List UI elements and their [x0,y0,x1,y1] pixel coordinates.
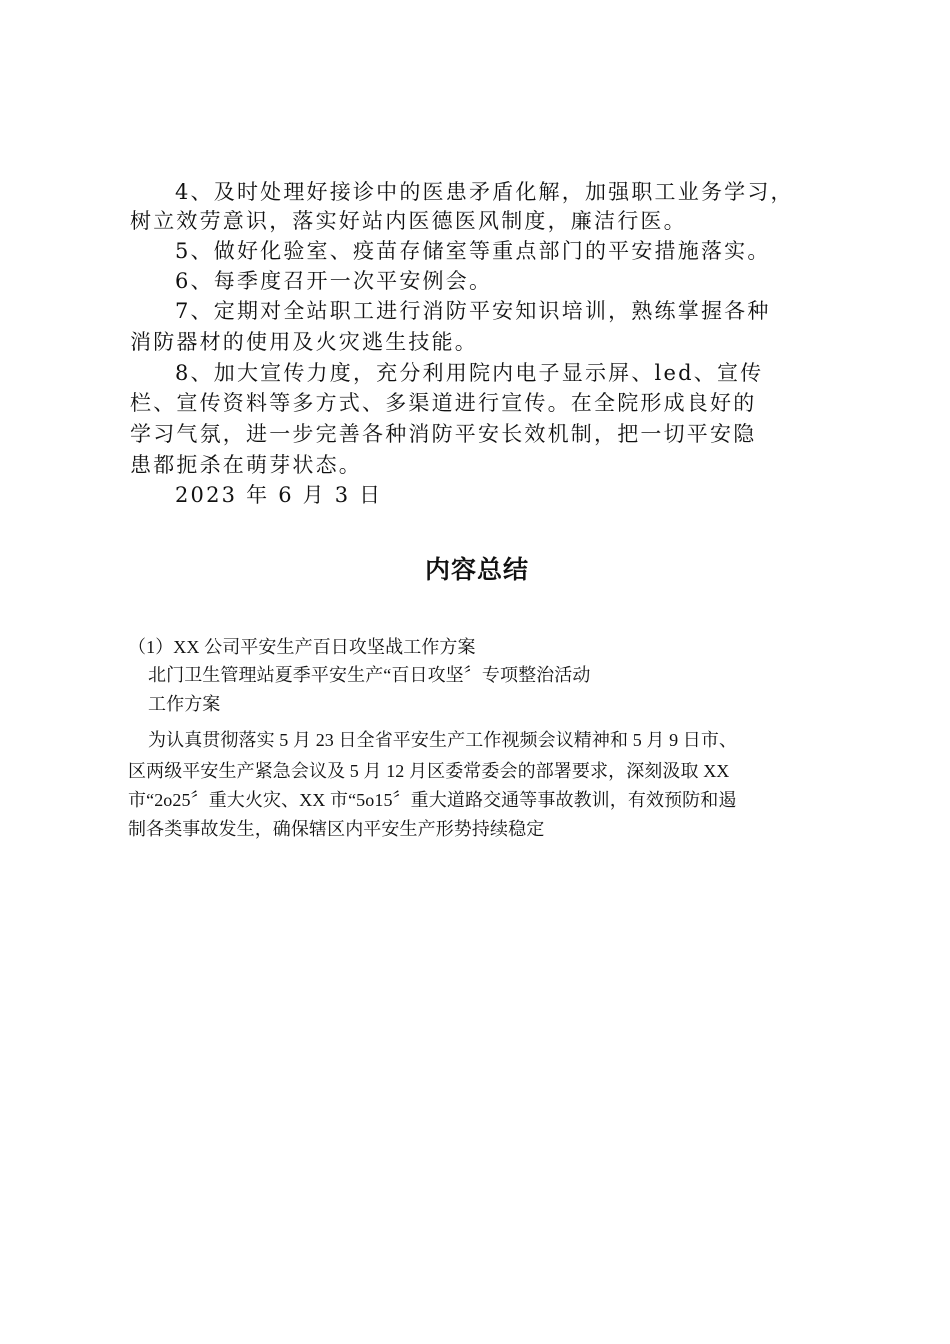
summary-line-4: 为认真贯彻落实 5 月 23 日全省平安生产工作视频会议精神和 5 月 9 日市、 [148,730,738,750]
paragraph-item-6: 6、每季度召开一次平安例会。 [175,269,493,293]
summary-title: 内容总结 [425,555,530,584]
paragraph-item-5: 5、做好化验室、疫苗存储室等重点部门的平安措施落实。 [175,239,771,263]
summary-line-5: 区两级平安生产紧急会议及 5 月 12 月区委常委会的部署要求，深刻汲取 XX [128,761,730,781]
summary-line-2: 北门卫生管理站夏季平安生产“百日攻坚〞专项整治活动 [148,665,591,685]
paragraph-item-8-line-1: 8、加大宣传力度，充分利用院内电子显示屏、led、宣传 [175,361,764,385]
summary-line-7: 制各类事故发生，确保辖区内平安生产形势持续稳定 [128,819,545,839]
summary-line-1: （1）XX 公司平安生产百日攻坚战工作方案 [128,637,476,657]
document-date: 2023 年 6 月 3 日 [175,483,383,507]
paragraph-item-4-line-2: 树立效劳意识，落实好站内医德医风制度，廉洁行医。 [130,209,687,233]
paragraph-item-8-line-3: 学习气氛，进一步完善各种消防平安长效机制，把一切平安隐 [130,422,757,446]
paragraph-item-7-line-1: 7、定期对全站职工进行消防平安知识培训，熟练掌握各种 [175,299,771,323]
paragraph-item-7-line-2: 消防器材的使用及火灾逃生技能。 [130,330,478,354]
summary-line-3: 工作方案 [148,694,221,714]
summary-line-6: 市“2o25〞重大火灾、XX 市“5o15〞重大道路交通等事故教训，有效预防和遏 [128,790,737,810]
paragraph-item-4-line-1: 4、及时处理好接诊中的医患矛盾化解，加强职工业务学习， [175,180,794,204]
paragraph-item-8-line-2: 栏、宣传资料等多方式、多渠道进行宣传。在全院形成良好的 [130,391,757,415]
paragraph-item-8-line-4: 患都扼杀在萌芽状态。 [130,453,362,477]
